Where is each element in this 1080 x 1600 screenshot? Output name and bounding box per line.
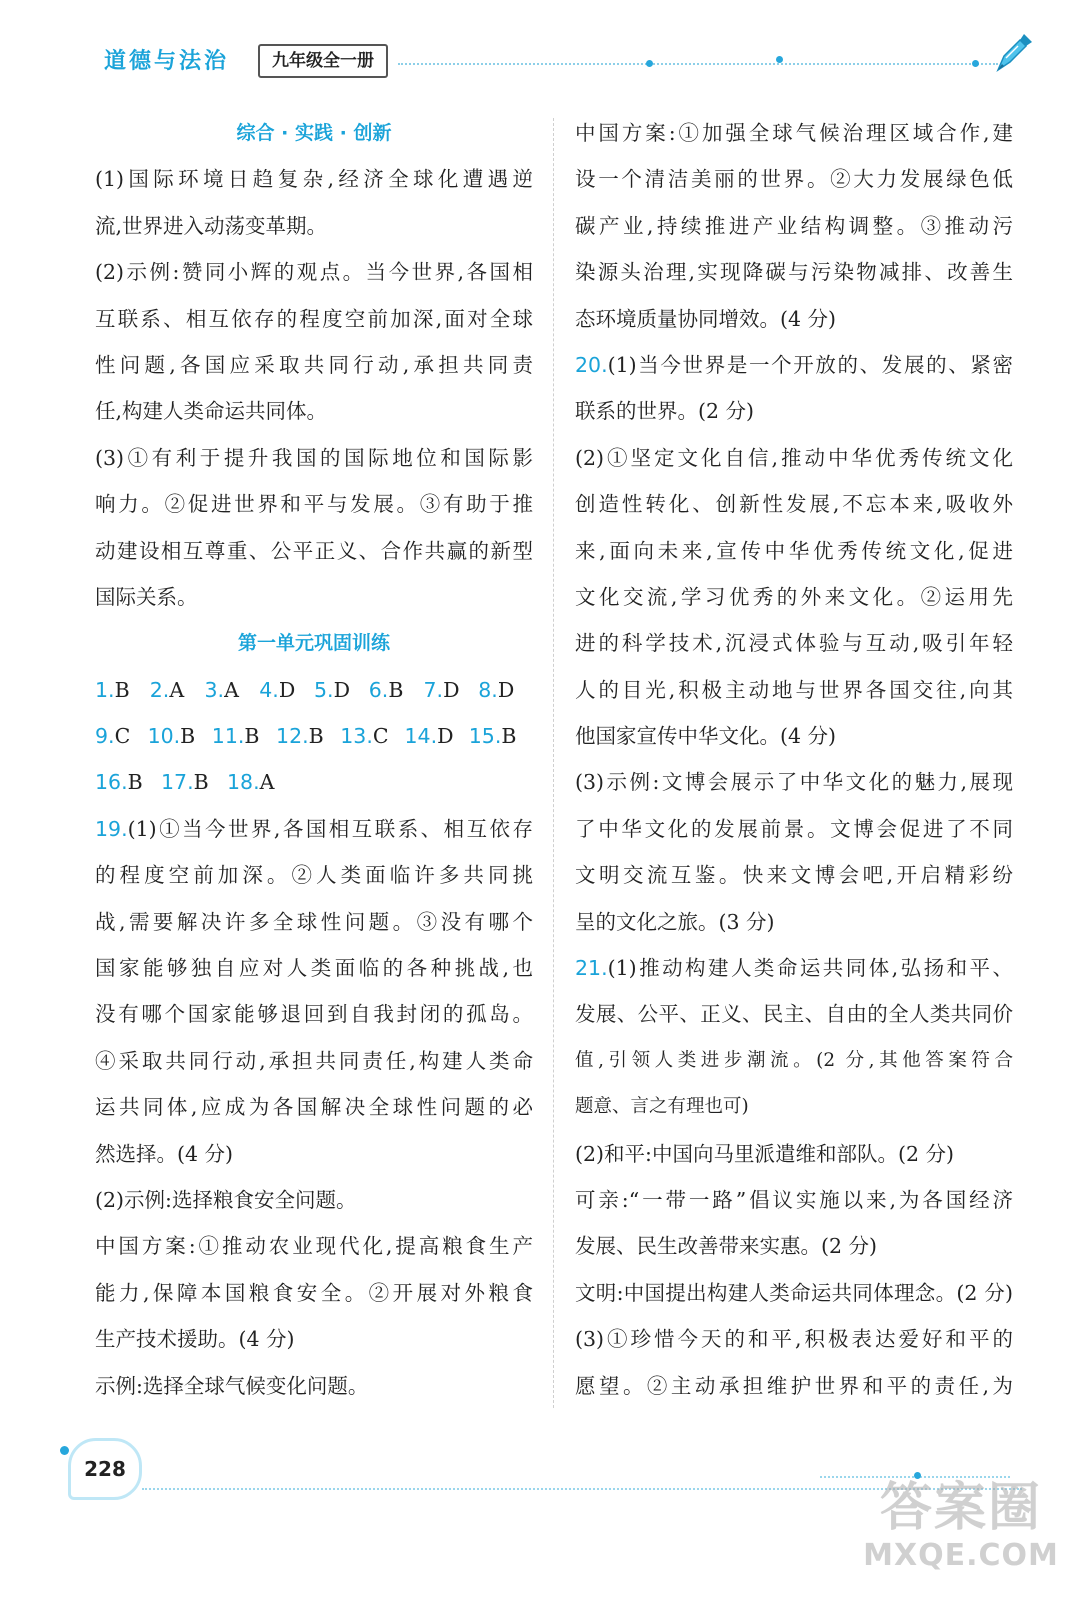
answer-item: 8.D: [478, 677, 515, 702]
text-line: (2)示例:赞同小辉的观点。当今世界,各国相: [95, 260, 533, 285]
text-line: 进的科学技术,沉浸式体验与互动,吸引年轻: [575, 631, 1013, 656]
text-line: 然选择。(4 分): [95, 1141, 234, 1166]
site-watermark: 答案圈 MXQE.COM: [863, 1478, 1059, 1573]
question-number: 20.: [575, 352, 608, 377]
text-line: 响力。②促进世界和平与发展。③有助于推: [95, 492, 533, 517]
header-dot: [776, 56, 783, 63]
column-divider: [553, 118, 554, 1408]
text-line: 人的目光,积极主动地与世界各国交往,向其: [575, 677, 1013, 702]
text-line: 19.(1)①当今世界,各国相互联系、相互依存: [95, 816, 533, 841]
text-line: 中国方案:①推动农业现代化,提高粮食生产: [95, 1234, 533, 1259]
answer-item: 18.A: [227, 770, 275, 795]
text-line: 文化交流,学习优秀的外来文化。②运用先: [575, 584, 1013, 609]
q19-continued: [575, 110, 1013, 342]
badge-dot: [60, 1446, 69, 1455]
text-line: 染源头治理,实现降碳与污染物减排、改善生: [575, 260, 1013, 285]
answer-item: 10.B: [147, 724, 196, 749]
text-line: 来,面向未来,宣传中华优秀传统文化,促进: [575, 538, 1013, 563]
text-line: 示例:选择全球气候变化问题。: [95, 1373, 369, 1398]
text-line: 碳产业,持续推进产业结构调整。③推动污: [575, 213, 1013, 238]
left-column: [95, 110, 533, 1409]
text-line: 的程度空前加深。②人类面临许多共同挑: [95, 863, 533, 888]
answer-row: [95, 713, 533, 759]
text-line: 文明交流互鉴。快来文博会吧,开启精彩纷: [575, 863, 1013, 888]
text-line: 性问题,各国应采取共同行动,承担共同责: [95, 352, 533, 377]
text-line: 战,需要解决许多全球性问题。③没有哪个: [95, 909, 533, 934]
page-header: [0, 0, 1080, 90]
text-line: 联系的世界。(2 分): [575, 399, 755, 424]
text-line: 发展、民生改善带来实惠。(2 分): [575, 1234, 878, 1259]
answer-item: 12.B: [276, 724, 324, 749]
text-line: (3)示例:文博会展示了中华文化的魅力,展现: [575, 770, 1013, 795]
text-line: 动建设相互尊重、公平正义、合作共赢的新型: [95, 538, 533, 563]
text-line: 值,引领人类进步潮流。(2 分,其他答案符合: [575, 1049, 1013, 1071]
text-line: 设一个清洁美丽的世界。②大力发展绿色低: [575, 167, 1013, 192]
text-line: 发展、公平、正义、民主、自由的全人类共同价: [575, 1002, 1013, 1027]
header-dot: [646, 60, 653, 67]
text-line: 中国方案:①加强全球气候治理区域合作,建: [575, 121, 1013, 145]
text-line: 呈的文化之旅。(3 分): [575, 909, 775, 934]
text-line: 愿望。②主动承担维护世界和平的责任,为: [575, 1373, 1013, 1398]
text-line: 能力,保障本国粮食安全。②开展对外粮食: [95, 1280, 533, 1305]
text-line: (2)示例:选择粮食安全问题。: [95, 1187, 357, 1212]
text-line: 生产技术援助。(4 分): [95, 1327, 295, 1352]
text-line: 了中华文化的发展前景。文博会促进了不同: [575, 816, 1013, 841]
text-line: 可亲:“一带一路”倡议实施以来,为各国经济: [575, 1187, 1013, 1212]
answer-item: 3.A: [204, 677, 239, 702]
section1-text: [95, 156, 533, 620]
question-20: [575, 342, 1013, 945]
answer-item: 5.D: [314, 677, 350, 702]
answer-item: 1.B: [95, 677, 130, 702]
question-number: 19.: [95, 816, 128, 841]
grade-label: 九年级全一册: [258, 44, 388, 78]
text-line: 题意、言之有理也可): [575, 1096, 749, 1118]
text-line: 21.(1)推动构建人类命运共同体,弘扬和平、: [575, 956, 1013, 981]
text-line: 任,构建人类命运共同体。: [95, 399, 328, 424]
question-number: 21.: [575, 956, 608, 981]
answer-row: [95, 759, 533, 805]
answer-item: 9.C: [95, 724, 131, 749]
subject-title: 道德与法治: [104, 49, 230, 74]
answer-item: 2.A: [149, 677, 185, 702]
answer-item: 14.D: [404, 724, 454, 749]
answer-item: 15.B: [468, 724, 517, 749]
pen-nib-icon: [990, 30, 1036, 76]
text-line: 文明:中国提出构建人类命运共同体理念。(2 分): [575, 1280, 1013, 1305]
text-line: 20.(1)当今世界是一个开放的、发展的、紧密: [575, 352, 1013, 377]
text-line: (3)①有利于提升我国的国际地位和国际影: [95, 445, 533, 470]
header-dot: [972, 60, 979, 67]
text-line: 创造性转化、创新性发展,不忘本来,吸收外: [575, 492, 1013, 517]
text-line: ④采取共同行动,承担共同责任,构建人类命: [95, 1048, 533, 1073]
answer-key: [95, 667, 533, 806]
answer-item: 11.B: [211, 724, 260, 749]
text-line: 国家能够独自应对人类面临的各种挑战,也: [95, 956, 533, 981]
text-line: 他国家宣传中华文化。(4 分): [575, 724, 837, 749]
answer-row: [95, 667, 533, 713]
text-line: (2)①坚定文化自信,推动中华优秀传统文化: [575, 445, 1013, 470]
text-line: (3)①珍惜今天的和平,积极表达爱好和平的: [575, 1327, 1013, 1352]
answer-item: 13.C: [340, 724, 389, 749]
right-column: [575, 110, 1013, 1409]
answer-item: 7.D: [423, 677, 460, 702]
text-line: 运共同体,应成为各国解决全球性问题的必: [95, 1095, 533, 1120]
header-dotted-rule: [398, 63, 998, 65]
section-heading: 综合 · 实践 · 创新: [236, 122, 392, 144]
text-line: 态环境质量协同增效。(4 分): [575, 306, 837, 331]
page-number: 228: [68, 1438, 142, 1500]
answer-item: 4.D: [259, 677, 296, 702]
text-line: (2)和平:中国向马里派遣维和部队。(2 分): [575, 1141, 954, 1166]
question-21: [575, 945, 1013, 1409]
text-line: 流,世界进入动荡变革期。: [95, 213, 328, 238]
answer-item: 6.B: [368, 677, 404, 702]
text-line: (1)国际环境日趋复杂,经济全球化遭遇逆: [95, 167, 533, 192]
answer-item: 16.B: [95, 770, 143, 795]
question-19: [95, 806, 533, 1409]
text-line: 互联系、相互依存的程度空前加深,面对全球: [95, 306, 533, 331]
section-heading: 第一单元巩固训练: [237, 632, 390, 655]
text-line: 没有哪个国家能够退回到自我封闭的孤岛。: [95, 1002, 533, 1027]
text-line: 国际关系。: [95, 584, 198, 609]
answer-item: 17.B: [161, 770, 209, 795]
